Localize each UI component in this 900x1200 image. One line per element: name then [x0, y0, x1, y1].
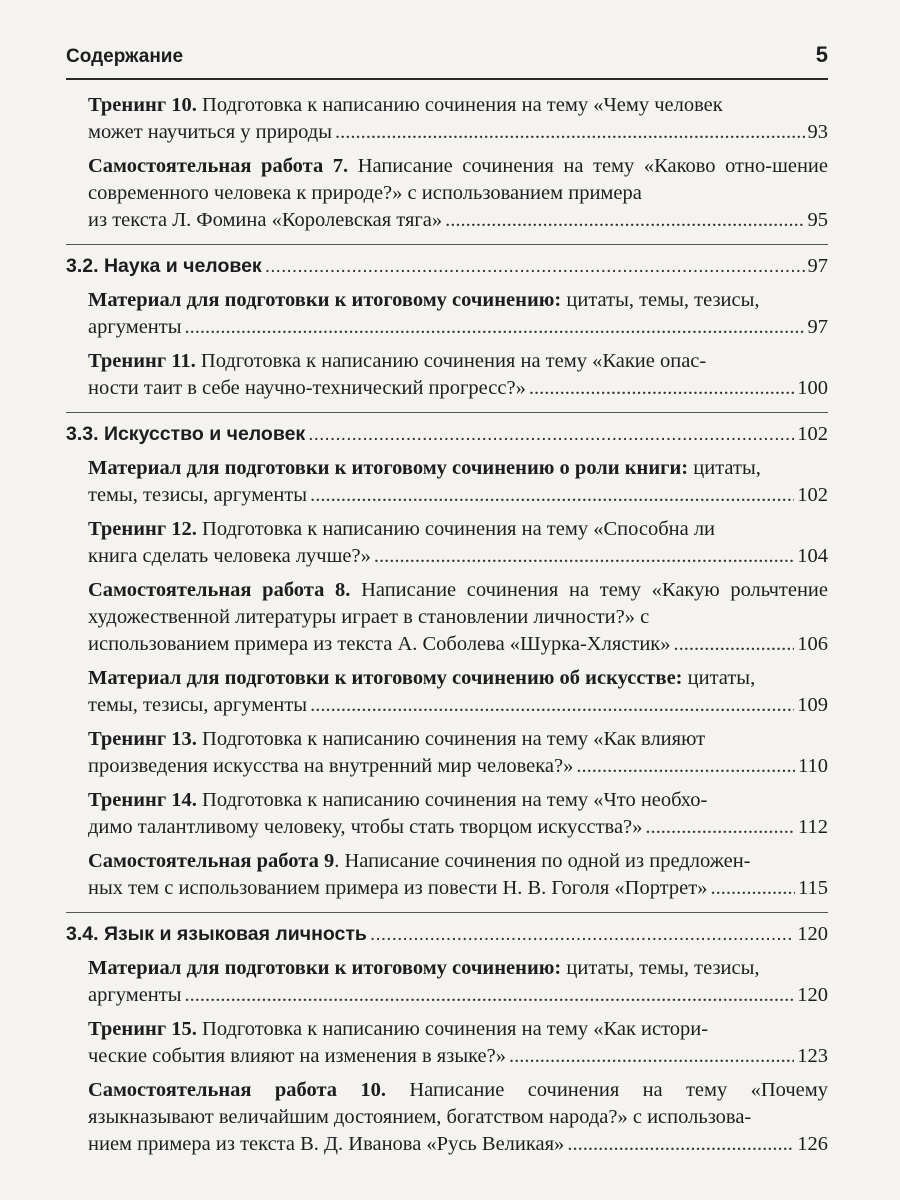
- header-page-number: 5: [815, 42, 828, 67]
- entry-text: цитаты,: [688, 457, 761, 479]
- dot-leader: [374, 543, 794, 570]
- dot-leader: [310, 482, 794, 509]
- entry-text: Написание сочинения на тему «Какую роль: [350, 579, 769, 601]
- toc-entry: [66, 726, 828, 787]
- dot-leader: [576, 753, 795, 780]
- entry-label: Тренинг 15.: [88, 1018, 197, 1040]
- toc-entry: [66, 955, 828, 1016]
- dot-leader: [645, 814, 795, 841]
- entry-last-line: [88, 207, 828, 234]
- entry-text: книга сделать человека лучше?»: [88, 545, 371, 567]
- toc-entry: [66, 287, 828, 348]
- table-of-contents: [66, 92, 828, 1165]
- dot-leader: [308, 421, 794, 448]
- entry-label: Материал для подготовки к итоговому сочинению:: [88, 289, 562, 311]
- dot-leader: [710, 875, 795, 902]
- entry-text: называют величайшим достоянием, богатством народа?» с использова-: [129, 1106, 752, 1128]
- entry-text: произведения искусства на внутренний мир человека?»: [88, 755, 574, 777]
- entry-last-line: [88, 375, 828, 402]
- entry-text: из текста Л. Фомина «Королевская тяга»: [88, 209, 443, 231]
- dot-leader: [310, 692, 794, 719]
- entry-text: ных тем с использованием примера из повести Н. В. Гоголя «Портрет»: [88, 877, 708, 899]
- entry-label: Самостоятельная работа 10.: [88, 1079, 386, 1101]
- entry-text: может научиться у природы: [88, 121, 332, 143]
- section-heading: [66, 421, 828, 455]
- entry-last-line: [88, 692, 828, 719]
- toc-entry: [66, 348, 828, 409]
- entry-text: цитаты, темы, тезисы,: [561, 957, 760, 979]
- dot-leader: [509, 1043, 794, 1070]
- toc-entry: [66, 1077, 828, 1165]
- entry-label: Тренинг 13.: [88, 728, 197, 750]
- page-ref: 123: [797, 1045, 828, 1067]
- page-ref: 97: [807, 316, 828, 338]
- page-ref: 110: [798, 755, 828, 777]
- toc-entry: [66, 787, 828, 848]
- entry-text: Подготовка к написанию сочинения на тему «Чему человек: [196, 94, 723, 116]
- entry-last-line: [88, 875, 828, 902]
- entry-text: использованием примера из текста А. Соболева «Шурка-Хлястик»: [88, 633, 671, 655]
- entry-text: Подготовка к написанию сочинения на тему «Что необхо-: [196, 789, 708, 811]
- entry-text: димо талантливому человеку, чтобы стать творцом искусства?»: [88, 816, 643, 838]
- toc-entry: [66, 577, 828, 665]
- toc-section: [66, 244, 828, 409]
- entry-text: ности таит в себе научно-технический прогресс?»: [88, 377, 526, 399]
- entry-label: Материал для подготовки к итоговому сочинению о роли книги:: [88, 457, 689, 479]
- page-ref: 112: [798, 816, 828, 838]
- toc-section: [66, 912, 828, 1165]
- entry-last-line: [88, 1131, 828, 1158]
- entry-label: Тренинг 14.: [88, 789, 197, 811]
- toc-entry: [66, 1016, 828, 1077]
- page-ref: 97: [807, 255, 828, 277]
- page-ref: 100: [797, 377, 828, 399]
- entry-text: темы, тезисы, аргументы: [88, 694, 308, 716]
- entry-last-line: [88, 314, 828, 341]
- page-header: [66, 40, 828, 80]
- section-title: 3.4. Язык и языковая личность: [66, 923, 367, 945]
- entry-text: Подготовка к написанию сочинения на тему «Как истори-: [196, 1018, 709, 1040]
- entry-last-line: [88, 119, 828, 146]
- dot-leader: [185, 982, 795, 1009]
- entry-text: Подготовка к написанию сочинения на тему «Какие опас-: [195, 350, 707, 372]
- page-ref: 120: [797, 923, 828, 945]
- entry-last-line: [88, 982, 828, 1009]
- dot-leader: [445, 207, 804, 234]
- entry-text: Написание сочинения на тему «Почему язык: [88, 1079, 828, 1128]
- page-ref: 109: [797, 694, 828, 716]
- dot-leader: [567, 1131, 794, 1158]
- entry-text: аргументы: [88, 316, 182, 338]
- entry-label: Материал для подготовки к итоговому сочинению:: [88, 957, 562, 979]
- entry-text: Написание сочинения на тему «Каково отно-: [348, 155, 773, 177]
- entry-text: Подготовка к написанию сочинения на тему «Как влияют: [196, 728, 706, 750]
- dot-leader: [335, 119, 805, 146]
- toc-entry: [66, 848, 828, 909]
- page-ref: 95: [807, 209, 828, 231]
- entry-last-line: [88, 814, 828, 841]
- toc-entry: [66, 665, 828, 726]
- dot-leader: [185, 314, 805, 341]
- entry-last-line: [88, 631, 828, 658]
- entry-text: цитаты, темы, тезисы,: [561, 289, 760, 311]
- entry-text: темы, тезисы, аргументы: [88, 484, 308, 506]
- section-title: 3.3. Искусство и человек: [66, 423, 306, 445]
- dot-leader: [529, 375, 794, 402]
- page-ref: 115: [798, 877, 828, 899]
- toc-entry: [66, 153, 828, 241]
- entry-label: Тренинг 10.: [88, 94, 197, 116]
- entry-text: . Написание сочинения по одной из предложен-: [334, 850, 751, 872]
- dot-leader: [674, 631, 795, 658]
- toc-section: [66, 412, 828, 909]
- dot-leader: [370, 921, 794, 948]
- entry-last-line: [88, 482, 828, 509]
- entry-text: чтение художественной литературы играет в становлении личности?» с: [88, 579, 828, 628]
- toc-entry: [66, 92, 828, 153]
- entry-label: Самостоятельная работа 8.: [88, 579, 351, 601]
- entry-last-line: [88, 543, 828, 570]
- page-ref: 120: [797, 984, 828, 1006]
- dot-leader: [265, 253, 805, 280]
- page-ref: 106: [797, 633, 828, 655]
- page-ref: 126: [797, 1133, 828, 1155]
- entry-text: шение современного человека к природе?» с использованием примера: [88, 155, 828, 204]
- entry-text: нием примера из текста В. Д. Иванова «Русь Великая»: [88, 1133, 565, 1155]
- page-ref: 93: [807, 121, 828, 143]
- page-ref: 102: [797, 484, 828, 506]
- toc-entry: [66, 455, 828, 516]
- page-ref: 102: [797, 423, 828, 445]
- toc-entry: [66, 516, 828, 577]
- entry-text: Подготовка к написанию сочинения на тему «Способна ли: [196, 518, 716, 540]
- header-title: Содержание: [66, 46, 184, 67]
- page-ref: 104: [797, 545, 828, 567]
- section-heading: [66, 253, 828, 287]
- entry-text: ческие события влияют на изменения в языке?»: [88, 1045, 506, 1067]
- section-heading: [66, 921, 828, 955]
- entry-label: Материал для подготовки к итоговому сочинению об искусстве:: [88, 667, 683, 689]
- entry-label: Самостоятельная работа 9: [88, 850, 335, 872]
- entry-label: Самостоятельная работа 7.: [88, 155, 349, 177]
- entry-last-line: [88, 1043, 828, 1070]
- entry-text: цитаты,: [682, 667, 756, 689]
- entry-last-line: [88, 753, 828, 780]
- entry-label: Тренинг 12.: [88, 518, 197, 540]
- section-title: 3.2. Наука и человек: [66, 255, 262, 277]
- entry-text: аргументы: [88, 984, 182, 1006]
- entry-label: Тренинг 11.: [88, 350, 196, 372]
